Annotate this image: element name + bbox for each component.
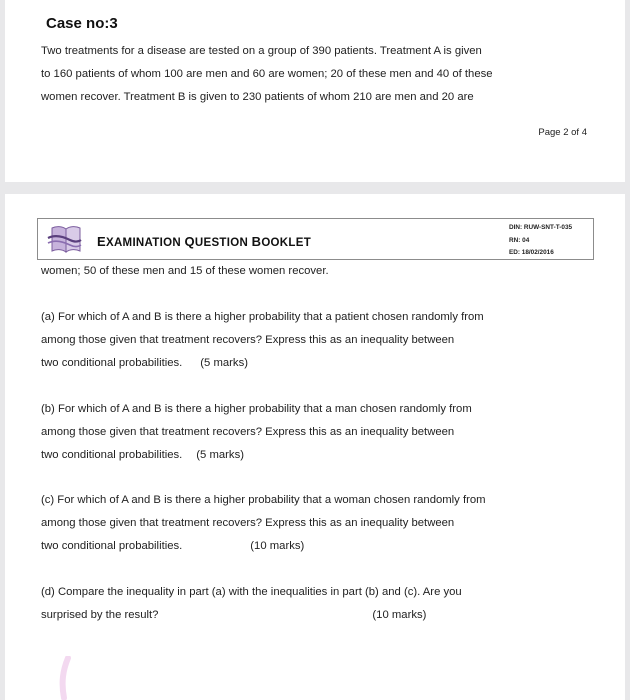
case-intro-paragraph [41, 40, 586, 109]
rn-code: RN: 04 [509, 236, 530, 244]
question-c [41, 489, 601, 558]
question-line: (c) For which of A and B is there a higher probability that a woman chosen randomly from [41, 494, 486, 506]
marks-label: (10 marks) [372, 609, 427, 621]
question-line: two conditional probabilities. (5 marks) [41, 352, 601, 375]
exam-booklet-header [37, 218, 594, 260]
question-line: two conditional probabilities. (10 marks) [41, 535, 601, 558]
marks-label: (5 marks) [200, 357, 248, 369]
watermark-stroke [58, 656, 72, 700]
booklet-title: EXAMINATION QUESTION BOOKLET [97, 234, 312, 249]
booklet-metadata [509, 222, 572, 260]
continuation-line: women; 50 of these men and 15 of these women recover. [41, 265, 329, 277]
question-line: among those given that treatment recovers? Express this as an inequality between [41, 426, 455, 438]
paragraph-line: Two treatments for a disease are tested on a group of 390 patients. Treatment A is given [41, 45, 482, 57]
booklet-logo-icon [46, 224, 82, 256]
question-line: (d) Compare the inequality in part (a) with the inequalities in part (b) and (c). Are you [41, 586, 462, 598]
question-b [41, 398, 601, 467]
document-page-bottom [5, 194, 625, 700]
case-title: Case no:3 [46, 15, 118, 32]
question-line: among those given that treatment recovers? Express this as an inequality between [41, 334, 455, 346]
edition-date: ED: 18/02/2016 [509, 249, 554, 256]
question-line: surprised by the result? (10 marks) [41, 604, 601, 627]
question-line: among those given that treatment recovers? Express this as an inequality between [41, 517, 455, 529]
marks-label: (10 marks) [250, 540, 305, 552]
page-number: Page 2 of 4 [538, 127, 587, 138]
paragraph-line: women recover. Treatment B is given to 230 patients of whom 210 are men and 20 are [41, 91, 474, 103]
question-a [41, 306, 601, 375]
paragraph-line: to 160 patients of whom 100 are men and 60 are women; 20 of these men and 40 of these [41, 68, 493, 80]
question-line: (a) For which of A and B is there a higher probability that a patient chosen randomly from [41, 311, 484, 323]
document-page-top [5, 0, 625, 182]
din-code: DIN: RUW-SNT-T-035 [509, 224, 573, 231]
question-line: two conditional probabilities. (5 marks) [41, 444, 601, 467]
question-d [41, 581, 601, 627]
question-line: (b) For which of A and B is there a higher probability that a man chosen randomly from [41, 403, 472, 415]
marks-label: (5 marks) [196, 449, 244, 461]
